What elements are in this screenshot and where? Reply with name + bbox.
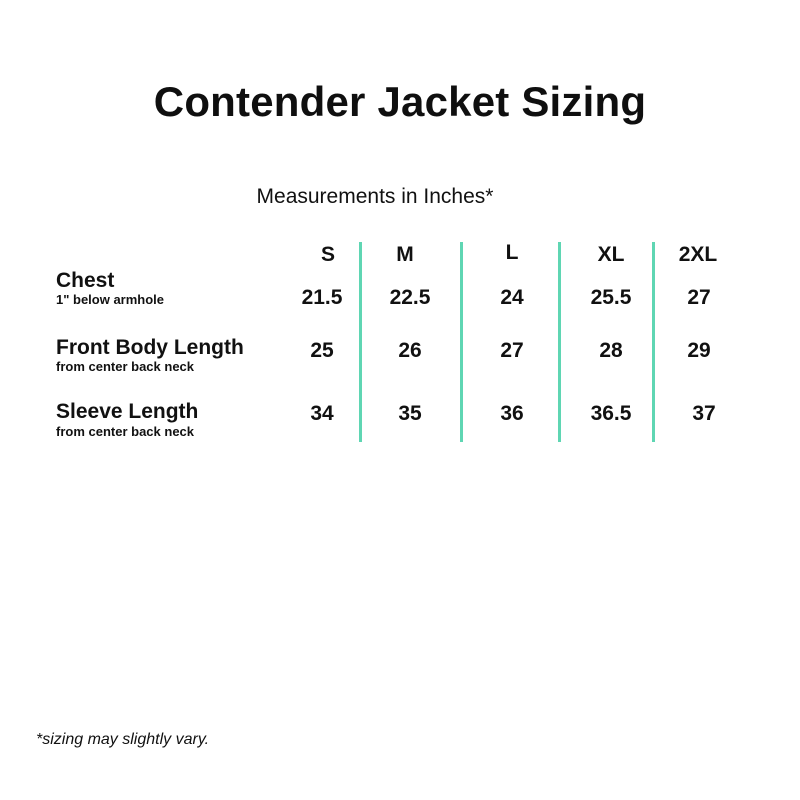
row-label-front-body-length: Front Body Length (56, 336, 244, 359)
column-divider (460, 242, 463, 442)
row-sublabel-front-body-length: from center back neck (56, 359, 195, 374)
front-body-length-2xl-value: 29 (687, 339, 711, 362)
size-header-2xl: 2XL (678, 243, 718, 266)
front-body-length-s-value: 25 (310, 339, 334, 362)
chest-2xl-value: 27 (687, 286, 711, 309)
row-sublabel-sleeve-length: from center back neck (56, 424, 195, 439)
chest-xl-value: 25.5 (590, 286, 632, 309)
size-header-s: S (320, 243, 335, 266)
sleeve-length-xl-value: 36.5 (590, 402, 632, 425)
chest-l-value: 24 (500, 286, 524, 309)
column-divider (652, 242, 655, 442)
row-label-sleeve-length: Sleeve Length (56, 400, 199, 423)
sleeve-length-l-value: 36 (500, 402, 524, 425)
front-body-length-xl-value: 28 (599, 339, 623, 362)
row-sublabel-chest: 1" below armhole (56, 292, 165, 307)
footnote: *sizing may slightly vary. (36, 731, 210, 748)
sleeve-length-2xl-value: 37 (692, 402, 716, 425)
chest-s-value: 21.5 (301, 286, 343, 309)
page-title: Contender Jacket Sizing (153, 78, 647, 125)
size-header-xl: XL (597, 243, 625, 266)
row-label-chest: Chest (56, 269, 115, 292)
sleeve-length-s-value: 34 (310, 402, 334, 425)
front-body-length-l-value: 27 (500, 339, 524, 362)
front-body-length-m-value: 26 (398, 339, 422, 362)
sleeve-length-m-value: 35 (398, 402, 422, 425)
measurement-units-subtitle: Measurements in Inches* (256, 185, 494, 208)
chest-m-value: 22.5 (389, 286, 431, 309)
column-divider (558, 242, 561, 442)
size-header-m: M (396, 243, 414, 266)
size-header-l: L (505, 241, 519, 264)
